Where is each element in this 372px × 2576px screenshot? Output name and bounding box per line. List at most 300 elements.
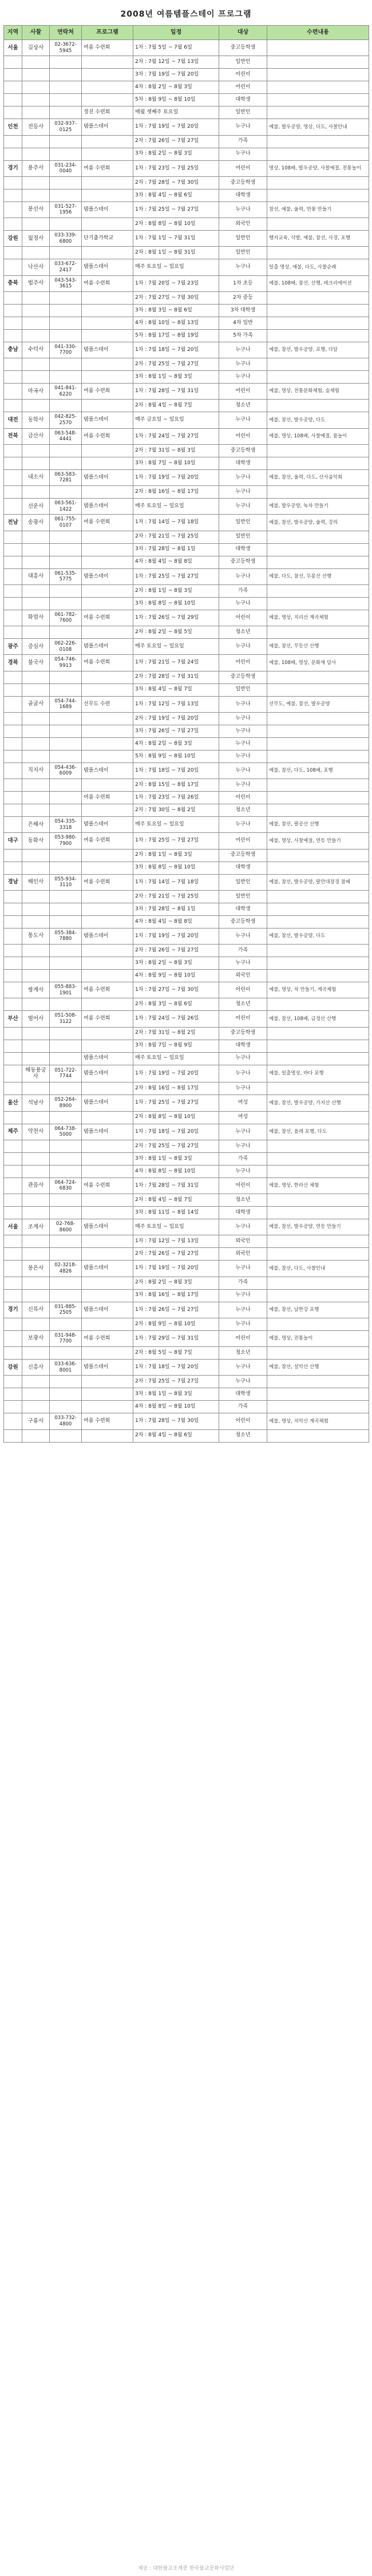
cell-region: 충북: [4, 275, 22, 291]
cell-phone: [50, 957, 82, 970]
cell-region: [4, 1289, 22, 1302]
cell-phone: [50, 903, 82, 915]
cell-phone: [50, 189, 82, 202]
cell-content: [267, 148, 369, 160]
cell-phone: [50, 970, 82, 982]
cell-target: 누구나: [219, 639, 267, 655]
cell-temple: [22, 400, 50, 412]
cell-content: [267, 862, 369, 874]
header-region: 지역: [4, 26, 22, 40]
table-row: [4, 94, 369, 106]
cell-schedule: 2차 : 8월 16일 ~ 8월 17일: [133, 486, 219, 499]
cell-content: [267, 1040, 369, 1052]
cell-content: [267, 792, 369, 804]
cell-program: [82, 584, 133, 597]
cell-target: 어린이: [219, 1011, 267, 1027]
cell-target: 누구나: [219, 119, 267, 135]
table-row: [4, 890, 369, 903]
table-row: [4, 499, 369, 515]
cell-phone: [50, 725, 82, 737]
cell-schedule: 3차 : 8월 7일 ~ 8월 9일: [133, 1040, 219, 1052]
cell-phone: 02-3672-5945: [50, 40, 82, 56]
cell-schedule: 2차 : 7월 31일 ~ 8월 3일: [133, 444, 219, 457]
cell-temple: 화엄사: [22, 610, 50, 626]
table-row: [4, 428, 369, 444]
cell-schedule: 1차 : 7월 12일 ~ 7월 13일: [133, 696, 219, 712]
cell-region: [4, 304, 22, 317]
cell-program: [82, 890, 133, 903]
cell-target: 외국인: [219, 970, 267, 982]
cell-target: 누구나: [219, 1124, 267, 1140]
header-temple: 사찰: [22, 26, 50, 40]
cell-program: [82, 94, 133, 106]
cell-program: 템플스테이: [82, 119, 133, 135]
cell-schedule: 2차 : 7월 26일 ~ 7월 27일: [133, 945, 219, 957]
cell-content: 예불, 참선, 발우공양, 울력, 강의: [267, 515, 369, 531]
cell-target: 누구나: [219, 725, 267, 737]
cell-schedule: 2차 : 8월 16일 ~ 8월 17일: [133, 1082, 219, 1095]
cell-temple: 골굴사: [22, 696, 50, 712]
cell-region: 광주: [4, 639, 22, 655]
cell-region: [4, 148, 22, 160]
cell-temple: [22, 1277, 50, 1289]
cell-program: 템플스테이: [82, 1124, 133, 1140]
table-row: [4, 1124, 369, 1140]
header-program: 프로그램: [82, 26, 133, 40]
cell-schedule: 3차 : 7월 26일 ~ 7월 27일: [133, 725, 219, 737]
cell-phone: [50, 457, 82, 469]
cell-program: 여름 수련회: [82, 833, 133, 849]
cell-schedule: 1차 : 7월 21일 ~ 7월 24일: [133, 655, 219, 671]
cell-phone: 061-782-7600: [50, 610, 82, 626]
cell-schedule: 5차 : 8월 9일 ~ 8월 10일: [133, 94, 219, 106]
table-row: [4, 584, 369, 597]
cell-content: [267, 444, 369, 457]
cell-program: [82, 1040, 133, 1052]
cell-temple: 관음사: [22, 1178, 50, 1194]
cell-phone: [50, 584, 82, 597]
cell-program: [82, 1207, 133, 1219]
cell-target: 대학생: [219, 903, 267, 915]
cell-schedule: 2차 : 8월 3일 ~ 8월 6일: [133, 998, 219, 1011]
cell-target: 청소년: [219, 1347, 267, 1360]
cell-target: 누구나: [219, 148, 267, 160]
cell-schedule: 1차 : 7월 19일 ~ 7월 20일: [133, 928, 219, 944]
cell-content: [267, 218, 369, 231]
table-row: [4, 81, 369, 94]
cell-region: [4, 1235, 22, 1248]
cell-target: 누구나: [219, 499, 267, 515]
cell-target: 청소년: [219, 1429, 267, 1442]
table-row: [4, 1347, 369, 1360]
table-row: [4, 1065, 369, 1082]
cell-content: 예불, 참선, 설악산 산행: [267, 1360, 369, 1376]
cell-target: 어린이: [219, 1178, 267, 1194]
cell-program: 여름 수련회: [82, 275, 133, 291]
cell-region: 경기: [4, 160, 22, 176]
cell-program: 여름 수련회: [82, 1178, 133, 1194]
cell-program: 템플스테이: [82, 1065, 133, 1082]
cell-content: [267, 903, 369, 915]
cell-phone: [50, 862, 82, 874]
cell-schedule: 3차 : 8월 7일 ~ 8월 10일: [133, 457, 219, 469]
cell-temple: 약천사: [22, 1124, 50, 1140]
cell-content: 예불, 108배, 참선, 산행, 레크리에이션: [267, 275, 369, 291]
cell-schedule: 4차 : 8월 8일 ~ 8월 10일: [133, 1401, 219, 1413]
cell-program: [82, 329, 133, 342]
cell-program: [82, 556, 133, 568]
cell-schedule: 3차 : 8월 2일 ~ 8월 3일: [133, 957, 219, 970]
cell-region: 부산: [4, 1011, 22, 1027]
table-row: [4, 291, 369, 304]
cell-schedule: 1차 : 7월 24일 ~ 7월 27일: [133, 428, 219, 444]
cell-phone: [50, 1052, 82, 1065]
cell-region: [4, 1330, 22, 1346]
cell-temple: [22, 69, 50, 81]
cell-target: 중고등학생: [219, 176, 267, 189]
table-row: [4, 358, 369, 371]
cell-region: [4, 1318, 22, 1330]
cell-target: 어린이: [219, 833, 267, 849]
cell-temple: [22, 1289, 50, 1302]
cell-phone: 064-724-6830: [50, 1178, 82, 1194]
cell-content: [267, 106, 369, 119]
cell-program: [82, 1111, 133, 1124]
cell-temple: [22, 626, 50, 639]
table-row: [4, 626, 369, 639]
cell-schedule: 3차 : 8월 8일 ~ 8월 10일: [133, 597, 219, 610]
cell-content: [267, 1052, 369, 1065]
cell-target: 누구나: [219, 957, 267, 970]
cell-program: [82, 1277, 133, 1289]
cell-target: 대학생: [219, 1388, 267, 1401]
cell-content: [267, 556, 369, 568]
cell-program: [82, 543, 133, 556]
table-row: [4, 1165, 369, 1178]
cell-region: [4, 1401, 22, 1413]
cell-temple: [22, 1052, 50, 1065]
cell-region: [4, 750, 22, 762]
cell-temple: [22, 457, 50, 469]
cell-program: [82, 779, 133, 792]
cell-schedule: 3차 : 8월 3일 ~ 8월 6일: [133, 304, 219, 317]
cell-region: [4, 915, 22, 928]
cell-content: 명상, 108배, 발우공양, 사찰예절, 전통놀이: [267, 160, 369, 176]
table-row: [4, 469, 369, 485]
table-row: [4, 317, 369, 329]
cell-region: [4, 725, 22, 737]
cell-region: [4, 970, 22, 982]
cell-phone: [50, 1429, 82, 1442]
cell-temple: [22, 81, 50, 94]
cell-region: [4, 1261, 22, 1277]
header-schedule: 일정: [133, 26, 219, 40]
cell-temple: 신륵사: [22, 1302, 50, 1318]
cell-temple: [22, 556, 50, 568]
cell-schedule: 2차 : 8월 1일 ~ 8월 3일: [133, 849, 219, 862]
cell-program: 템플스테이: [82, 1219, 133, 1235]
cell-temple: [22, 779, 50, 792]
cell-content: 예불, 참선, 발우공양, 팔만대장경 참배: [267, 874, 369, 890]
cell-program: 템플스테이: [82, 412, 133, 428]
cell-temple: 범어사: [22, 1011, 50, 1027]
cell-target: 어린이: [219, 1330, 267, 1346]
cell-content: [267, 915, 369, 928]
table-row: [4, 218, 369, 231]
cell-content: [267, 1347, 369, 1360]
cell-content: [267, 94, 369, 106]
cell-schedule: 1차 : 7월 19일 ~ 7월 20일: [133, 1261, 219, 1277]
cell-temple: [22, 1401, 50, 1413]
cell-program: 템플스테이: [82, 1052, 133, 1065]
table-row: [4, 329, 369, 342]
cell-program: [82, 135, 133, 148]
cell-content: [267, 957, 369, 970]
cell-program: [82, 957, 133, 970]
cell-region: [4, 890, 22, 903]
cell-temple: [22, 712, 50, 725]
cell-schedule: 2차 : 8월 2일 ~ 8월 3일: [133, 1277, 219, 1289]
cell-content: [267, 371, 369, 384]
cell-schedule: 3차 : 7월 28일 ~ 8월 1일: [133, 543, 219, 556]
cell-target: 청소년: [219, 804, 267, 817]
cell-region: [4, 1376, 22, 1388]
table-row: [4, 1330, 369, 1346]
cell-region: [4, 862, 22, 874]
header-row: [4, 26, 369, 40]
cell-phone: 063-548-4441: [50, 428, 82, 444]
cell-phone: 031-885-2505: [50, 1302, 82, 1318]
cell-region: [4, 1140, 22, 1152]
cell-schedule: 1차 : 7월 25일 ~ 7월 27일: [133, 202, 219, 218]
cell-program: [82, 725, 133, 737]
cell-schedule: 매주 토요일 ~ 일요일: [133, 1052, 219, 1065]
table-row: [4, 1235, 369, 1248]
table-row: [4, 189, 369, 202]
cell-target: 어린이: [219, 384, 267, 400]
cell-phone: [50, 945, 82, 957]
cell-schedule: 1차 : 7월 5일 ~ 7월 6일: [133, 40, 219, 56]
cell-program: [82, 804, 133, 817]
cell-target: 누구나: [219, 1261, 267, 1277]
cell-program: [82, 218, 133, 231]
cell-schedule: 4차 : 8월 2일 ~ 8월 3일: [133, 81, 219, 94]
cell-schedule: 매주 토요일 ~ 일요일: [133, 1219, 219, 1235]
cell-phone: 061-755-0107: [50, 515, 82, 531]
cell-temple: [22, 1347, 50, 1360]
cell-phone: [50, 1235, 82, 1248]
cell-region: [4, 317, 22, 329]
cell-schedule: 1차 : 7월 18일 ~ 7월 20일: [133, 342, 219, 358]
table-row: [4, 833, 369, 849]
cell-phone: 063-583-7281: [50, 469, 82, 485]
table-row: [4, 998, 369, 1011]
table-row: [4, 1052, 369, 1065]
cell-target: 중고등학생: [219, 556, 267, 568]
cell-temple: 선운사: [22, 499, 50, 515]
table-row: [4, 304, 369, 317]
cell-target: 일반인: [219, 106, 267, 119]
cell-content: [267, 56, 369, 69]
cell-program: [82, 1235, 133, 1248]
table-row: [4, 247, 369, 259]
cell-program: 여름 수련회: [82, 428, 133, 444]
cell-region: [4, 712, 22, 725]
cell-target: 여성: [219, 1095, 267, 1111]
cell-schedule: 2차 : 8월 1일 ~ 8월 31일: [133, 247, 219, 259]
cell-region: 제주: [4, 1124, 22, 1140]
cell-region: [4, 1388, 22, 1401]
cell-content: 예불, 참선, 팔공산 산행: [267, 817, 369, 833]
cell-program: 여름 수련회: [82, 160, 133, 176]
cell-schedule: 1차 : 7월 12일 ~ 7월 13일: [133, 1235, 219, 1248]
table-row: [4, 1289, 369, 1302]
cell-phone: 031-527-1956: [50, 202, 82, 218]
table-row: [4, 696, 369, 712]
cell-region: [4, 1413, 22, 1429]
cell-content: [267, 584, 369, 597]
table-row: [4, 444, 369, 457]
cell-content: 예불, 참선, 다도, 사찰안내: [267, 1261, 369, 1277]
cell-program: [82, 247, 133, 259]
cell-program: [82, 304, 133, 317]
program-table: [3, 25, 369, 1443]
cell-program: [82, 148, 133, 160]
cell-program: [82, 597, 133, 610]
cell-region: [4, 1277, 22, 1289]
cell-schedule: 3차 : 7월 19일 ~ 7월 20일: [133, 69, 219, 81]
cell-temple: [22, 804, 50, 817]
cell-temple: 대흥사: [22, 568, 50, 584]
cell-temple: [22, 792, 50, 804]
cell-temple: 해동용궁사: [22, 1065, 50, 1082]
cell-program: 템플스테이: [82, 1095, 133, 1111]
cell-temple: 보광사: [22, 1330, 50, 1346]
cell-target: 어린이: [219, 81, 267, 94]
cell-region: [4, 1165, 22, 1178]
cell-schedule: 1차 : 7월 18일 ~ 7월 20일: [133, 762, 219, 779]
cell-temple: [22, 531, 50, 543]
cell-schedule: 매주 토요일 ~ 일요일: [133, 259, 219, 275]
cell-region: [4, 291, 22, 304]
cell-temple: [22, 329, 50, 342]
cell-content: [267, 1194, 369, 1207]
cell-content: 예불, 참선, 발우공양, 연등 만들기: [267, 1219, 369, 1235]
cell-content: [267, 531, 369, 543]
cell-target: 일반인: [219, 247, 267, 259]
cell-region: [4, 1178, 22, 1194]
cell-content: [267, 1429, 369, 1442]
cell-phone: [50, 400, 82, 412]
cell-program: [82, 903, 133, 915]
cell-phone: [50, 1347, 82, 1360]
cell-phone: 042-825-2570: [50, 412, 82, 428]
table-row: [4, 928, 369, 944]
cell-content: 행자교육, 삭발, 예불, 참선, 사경, 포행: [267, 231, 369, 247]
table-row: [4, 148, 369, 160]
cell-region: 충남: [4, 342, 22, 358]
cell-region: [4, 371, 22, 384]
cell-phone: 02-3218-4826: [50, 1261, 82, 1277]
cell-region: [4, 106, 22, 119]
table-row: [4, 412, 369, 428]
cell-phone: [50, 56, 82, 69]
cell-region: [4, 696, 22, 712]
cell-schedule: 2차 : 7월 25일 ~ 7월 27일: [133, 1140, 219, 1152]
cell-temple: 불국사: [22, 655, 50, 671]
cell-region: [4, 849, 22, 862]
cell-target: 누구나: [219, 779, 267, 792]
cell-content: 예불, 명상, 전통문화체험, 숲체험: [267, 384, 369, 400]
cell-target: 누구나: [219, 762, 267, 779]
cell-region: [4, 903, 22, 915]
cell-schedule: 2차 : 7월 19일 ~ 7월 20일: [133, 712, 219, 725]
cell-program: [82, 1248, 133, 1261]
cell-phone: [50, 1040, 82, 1052]
table-row: [4, 903, 369, 915]
cell-schedule: 2차 : 7월 12일 ~ 7월 13일: [133, 56, 219, 69]
cell-schedule: 3차 : 8월 4일 ~ 8월 7일: [133, 683, 219, 696]
table-row: [4, 610, 369, 626]
cell-program: [82, 486, 133, 499]
cell-region: [4, 671, 22, 683]
header-content: 수련내용: [267, 26, 369, 40]
cell-target: 누구나: [219, 696, 267, 712]
cell-region: [4, 218, 22, 231]
cell-target: 누구나: [219, 412, 267, 428]
cell-temple: [22, 849, 50, 862]
cell-phone: [50, 1082, 82, 1095]
cell-phone: [50, 1277, 82, 1289]
table-row: [4, 56, 369, 69]
cell-region: [4, 568, 22, 584]
cell-schedule: 2차 : 7월 26일 ~ 7월 27일: [133, 1248, 219, 1261]
cell-region: [4, 189, 22, 202]
cell-temple: 동학사: [22, 412, 50, 428]
cell-temple: [22, 106, 50, 119]
cell-temple: [22, 247, 50, 259]
cell-phone: [50, 1401, 82, 1413]
table-row: [4, 275, 369, 291]
cell-temple: 전등사: [22, 119, 50, 135]
table-row: [4, 737, 369, 750]
cell-region: [4, 135, 22, 148]
cell-temple: 쌍계사: [22, 982, 50, 998]
cell-program: 템플스테이: [82, 499, 133, 515]
cell-region: [4, 259, 22, 275]
cell-region: [4, 928, 22, 944]
cell-target: 청소년: [219, 400, 267, 412]
cell-program: 템플스테이: [82, 259, 133, 275]
cell-program: 템플스테이: [82, 928, 133, 944]
cell-region: [4, 81, 22, 94]
cell-region: 대전: [4, 412, 22, 428]
cell-temple: 은해사: [22, 817, 50, 833]
cell-target: 중고등학생: [219, 1027, 267, 1040]
cell-content: 예불, 참선, 올레 포행, 다도: [267, 1124, 369, 1140]
cell-content: [267, 1318, 369, 1330]
cell-phone: [50, 106, 82, 119]
table-row: [4, 1011, 369, 1027]
cell-schedule: 2차 : 7월 30일 ~ 8월 2일: [133, 804, 219, 817]
cell-phone: [50, 531, 82, 543]
table-row: [4, 176, 369, 189]
cell-schedule: 1차 : 7월 26일 ~ 7월 29일: [133, 610, 219, 626]
cell-target: 여성: [219, 1111, 267, 1124]
cell-program: 템플스테이: [82, 1261, 133, 1277]
cell-region: [4, 1248, 22, 1261]
cell-program: [82, 1429, 133, 1442]
